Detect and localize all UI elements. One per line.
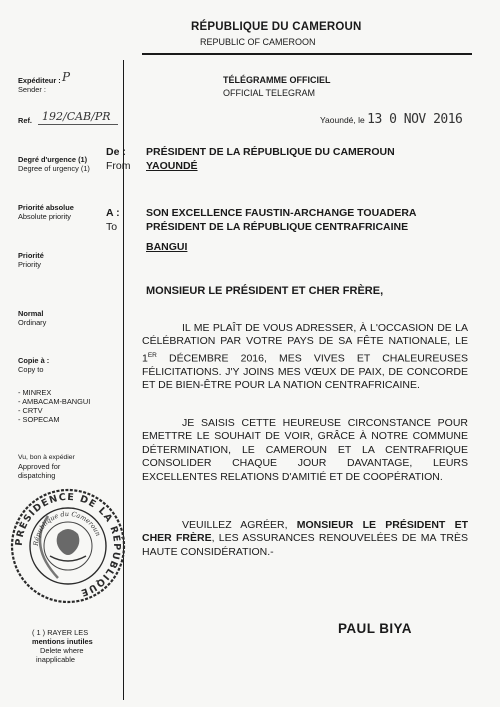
from-city: YAOUNDÉ	[146, 160, 198, 172]
approved-label-fr: Vu, bon à expédier	[18, 454, 75, 461]
footnote-fr: ( 1 ) RAYER LES	[32, 628, 89, 637]
republic-title-en: REPUBLIC OF CAMEROON	[200, 37, 316, 47]
approved-label-en-2: dispatching	[18, 471, 56, 480]
priority-label: Priorité	[18, 251, 44, 260]
copy-item: - CRTV	[18, 406, 43, 415]
copy-item: - MINREX	[18, 388, 52, 397]
urgency-label-en: Degree of urgency (1)	[18, 164, 90, 173]
to-city: BANGUI	[146, 241, 188, 253]
paragraph-3-text-a: VEUILLEZ AGRÉER,	[182, 518, 297, 531]
footnote-en-2: inapplicable	[36, 655, 76, 664]
date-place: Yaoundé, le	[320, 115, 365, 125]
ref-underline	[38, 124, 118, 125]
sender-label-en: Sender :	[18, 85, 46, 94]
ref-value: 192/CAB/PR	[42, 110, 111, 123]
priority-label-en: Priority	[18, 260, 41, 269]
to-label: A :	[106, 207, 120, 219]
copy-item: - AMBACAM-BANGUI	[18, 397, 91, 406]
republic-title-fr: RÉPUBLIQUE DU CAMEROUN	[191, 21, 362, 33]
stamp-inner-text: République du Cameroun	[31, 509, 103, 547]
footnote-en: Delete where	[40, 646, 84, 655]
date-value: 13 0 NOV 2016	[367, 112, 463, 127]
salutation: MONSIEUR LE PRÉSIDENT ET CHER FRÈRE,	[146, 285, 384, 297]
priority-absolute-label: Priorité absolue	[18, 203, 74, 212]
priority-absolute-label-en: Absolute priority	[18, 212, 71, 221]
to-line-1: SON EXCELLENCE FAUSTIN-ARCHANGE TOUADERA	[146, 207, 417, 219]
paragraph-1	[142, 311, 468, 403]
copy-label: Copie à :	[18, 356, 50, 365]
paragraph-1-sup: ER	[147, 351, 157, 359]
copy-item: - SOPECAM	[18, 415, 60, 424]
presidency-stamp	[8, 486, 128, 606]
from-label-en: From	[106, 160, 131, 172]
telegram-title-fr: TÉLÉGRAMME OFFICIEL	[223, 75, 331, 85]
from-value: PRÉSIDENT DE LA RÉPUBLIQUE DU CAMEROUN	[146, 146, 395, 158]
normal-label: Normal	[18, 309, 44, 318]
footnote-fr-2: mentions inutiles	[32, 637, 93, 646]
from-label: De :	[106, 146, 126, 158]
normal-label-en: Ordinary	[18, 318, 47, 327]
urgency-label: Degré d'urgence (1)	[18, 155, 88, 164]
sender-value: P	[62, 70, 71, 84]
sender-label: Expéditeur :	[18, 76, 61, 85]
paragraph-3	[142, 508, 468, 570]
copy-label-en: Copy to	[18, 365, 44, 374]
telegram-title-en: OFFICIAL TELEGRAM	[223, 88, 316, 98]
paragraph-2	[142, 406, 468, 495]
stamp-ring-text: PRÉSIDENCE DE LA RÉPUBLIQUE	[13, 491, 123, 599]
paragraph-1-text-b: DÉCEMBRE 2016, MES VIVES ET CHALEUREUSES FÉLICITATIONS. J'Y JOINS MES VŒUX DE PAIX, DE CONCORDE ET DE BIEN-ÊTRE POUR LA NATION CENTRAFRICAINE.	[142, 352, 468, 392]
ref-label: Ref.	[18, 116, 32, 125]
to-line-2: PRÉSIDENT DE LA RÉPUBLIQUE CENTRAFRICAINE	[146, 221, 409, 233]
signature: PAUL BIYA	[338, 621, 412, 636]
paragraph-1-text-a: IL ME PLAÎT DE VOUS ADRESSER, À L'OCCASION DE LA CÉLÉBRATION PAR VOTRE PAYS DE SA FÊTE NATIONALE, LE 1	[142, 321, 468, 365]
paragraph-2-text: JE SAISIS CETTE HEUREUSE CIRCONSTANCE POUR EMETTRE LE SOUHAIT DE VOIR, GRÂCE À NOTRE COMMUNE DÉTERMINATION, LE CAMEROUN ET LA CENTRAFRIQUE CONSOLIDER CHAQUE JOUR DAVANTAGE, LEURS EXCELLENTES RELATIONS D'AMITIÉ ET DE COOPÉRATION.	[142, 416, 468, 483]
date-line	[320, 112, 462, 127]
approved-label-en: Approved for	[18, 462, 61, 471]
paragraph-3-text-c: , LES ASSURANCES RENOUVELÉES DE MA TRÈS HAUTE CONSIDÉRATION.-	[142, 532, 468, 558]
header-rule	[142, 53, 472, 55]
paragraph-3-text-bold: MONSIEUR LE PRÉSIDENT ET CHER FRÈRE	[142, 518, 468, 545]
to-label-en: To	[106, 221, 118, 233]
